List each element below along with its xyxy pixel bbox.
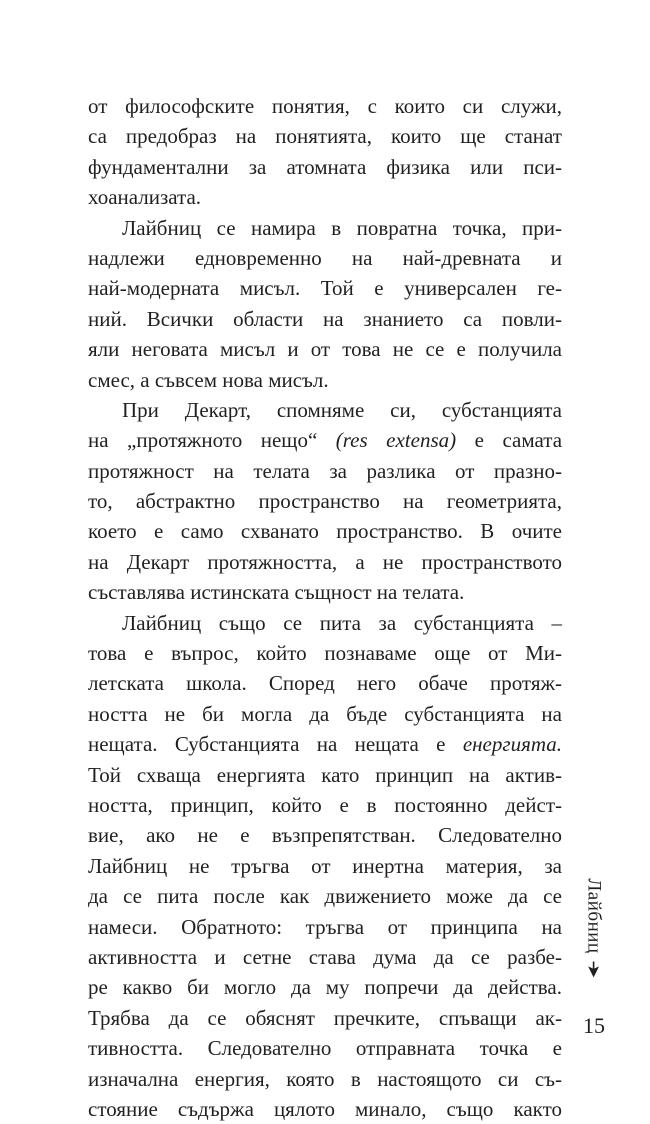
text-line <box>88 729 562 759</box>
text-line: което е само схванато пространство. В очите <box>88 519 562 544</box>
text-line: съставлява истинската същност на телата. <box>88 580 465 605</box>
text-line: вие, ако не е възпрепятстван. Следователно <box>88 823 562 848</box>
body-text <box>88 91 562 1124</box>
latin-term: (res extensa) <box>335 428 457 453</box>
text-line: на Декарт протяжността, а не пространството <box>88 549 562 574</box>
text-line: тивността. Следователно отправната точка е <box>88 1036 562 1061</box>
text-line: ре какво би могло да му попречи да действа. <box>88 975 562 1000</box>
text-line: стояние съдържа цялото минало, също както <box>88 1096 562 1121</box>
text-line: При Декарт, спомняме си, субстанцията <box>122 397 562 422</box>
text-line: ността не би могла да бъде субстанцията на <box>88 701 562 726</box>
running-head-title: Лайбниц <box>584 878 606 954</box>
text-line: смес, а съвсем нова мисъл. <box>88 367 329 392</box>
text-line: Трябва да се обяснят пречките, спъващи ак- <box>88 1005 562 1030</box>
text-line: от философските понятия, с които си служи, <box>88 94 562 118</box>
text-line: хоанализата. <box>88 185 202 210</box>
text-segment: е самата <box>474 428 563 453</box>
page-number: 15 <box>583 1013 605 1038</box>
text-line: изначална енергия, която в настоящото си съ- <box>88 1066 562 1091</box>
text-line: протяжност на телата за разлика от празно- <box>88 458 562 483</box>
text-line: то, абстрактно пространство на геометрията, <box>88 489 562 514</box>
text-line: ността, принцип, който е в постоянно дейст- <box>88 792 562 817</box>
text-line: да се пита после как движението може да се <box>88 884 562 909</box>
text-line: това е въпрос, който познаваме още от Ми- <box>88 641 562 666</box>
text-line: яли неговата мисъл и от това не се е получила <box>88 337 562 362</box>
text-line: активността и сетне става дума да се разбе- <box>88 944 562 969</box>
text-line: летската школа. Според него обаче протяж- <box>88 671 562 696</box>
text-line: ний. Всички области на знанието са повли- <box>88 306 562 331</box>
text-line: надлежи едновременно на най-древната и <box>88 245 562 270</box>
text-line: намеси. Обратното: тръгва от принципа на <box>88 914 562 939</box>
text-line: са предобраз на понятията, които ще станат <box>88 124 562 149</box>
text-line: Лайбниц не тръгва от инертна материя, за <box>88 853 562 878</box>
text-line: най-модерната мисъл. Той е универсален ге- <box>88 276 562 301</box>
text-line: Лайбниц се намира в повратна точка, при- <box>122 215 562 240</box>
text-segment: нещата. Субстанцията на нещата е <box>88 732 446 757</box>
text-line: фундаментални за атомната физика или пси- <box>88 154 562 179</box>
running-head <box>577 868 611 988</box>
text-line: Лайбниц също се пита за субстанцията – <box>122 610 562 635</box>
emphasized-term: енергията. <box>462 732 562 757</box>
text-line <box>88 425 562 455</box>
text-segment: на „протяжното нещо“ <box>88 428 318 453</box>
arrow-icon <box>587 962 601 978</box>
text-line: Той схваща енергията като принцип на актив- <box>88 762 562 787</box>
